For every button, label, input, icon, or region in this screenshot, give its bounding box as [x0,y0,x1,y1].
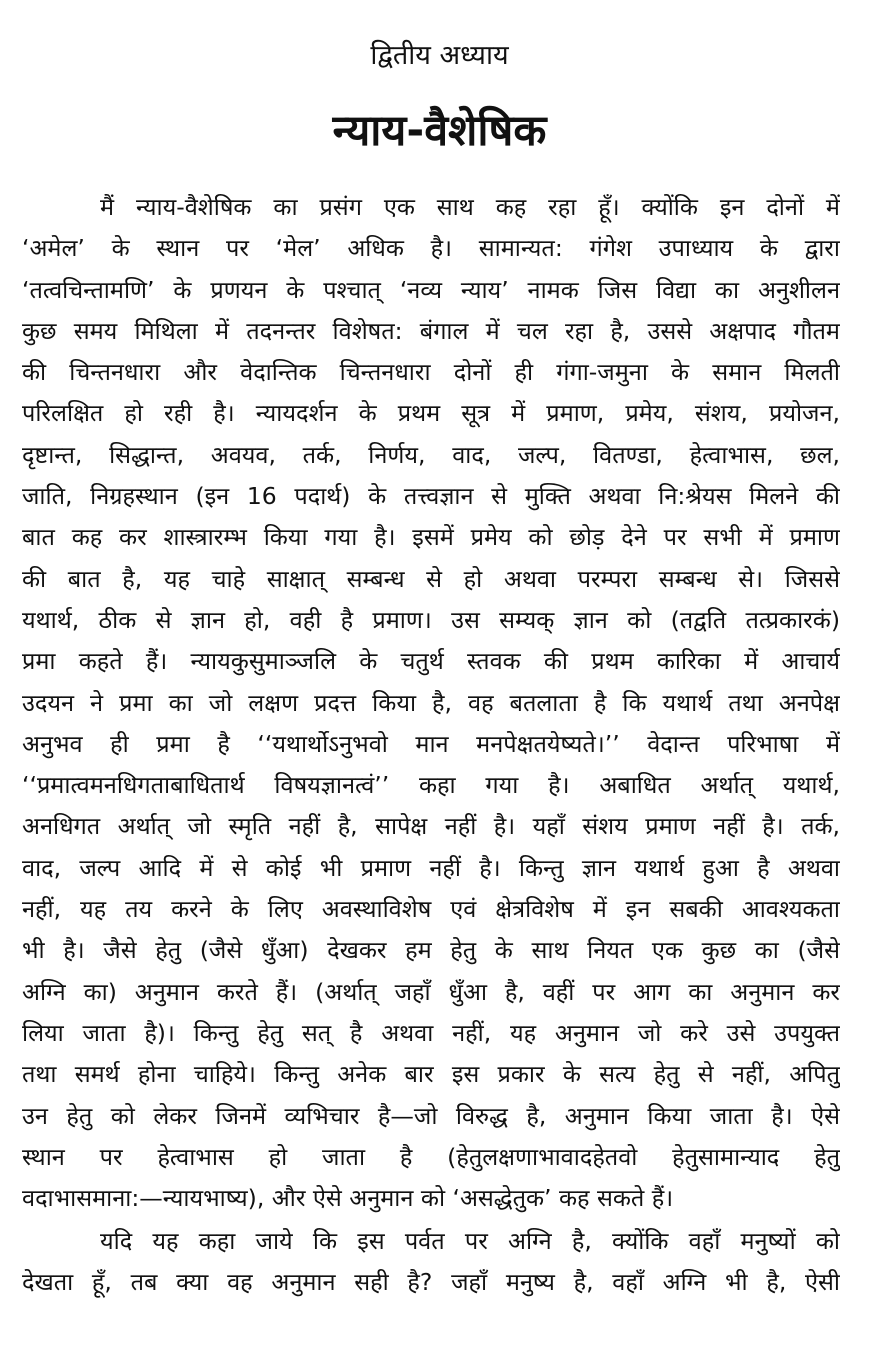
paragraph-line: कुछ समय मिथिला में तदनन्तर विशेषत: बंगाल में चल रहा है, उससे अक्षपाद गौतम [22,316,840,345]
paragraph-line: अनधिगत अर्थात्‌ जो स्मृति नहीं है, सापेक्ष नहीं है। यहाँ संशय प्रमाण नहीं है। तर्क, [22,812,840,841]
paragraph-line: ‘अमेल’ के स्थान पर ‘मेल’ अधिक है। सामान्यत: गंगेश उपाध्याय के द्वारा [22,234,840,263]
paragraph-line: तथा समर्थ होना चाहिये। किन्तु अनेक बार इस प्रकार के सत्य हेतु से नहीं, अपितु [22,1060,840,1089]
paragraph-line: बात कह कर शास्त्रारम्भ किया गया है। इसमें प्रमेय को छोड़ देने पर सभी में प्रमाण [22,523,840,552]
paragraph-line: यदि यह कहा जाये कि इस पर्वत पर अग्नि है, क्योंकि वहाँ मनुष्यों को [100,1227,840,1255]
paragraph-line: जाति, निग्रहस्थान (इन 16 पदार्थ) के तत्त्वज्ञान से मुक्ति अथवा नि:श्रेयस मिलने की [22,482,840,511]
paragraph-1 [22,187,840,1219]
paragraph-line: देखता हूँ, तब क्या वह अनुमान सही है? जहाँ मनुष्य है, वहाँ अग्नि भी है, ऐसी [22,1268,840,1297]
paragraph-line: वाद, जल्प आदि में से कोई भी प्रमाण नहीं है। किन्तु ज्ञान यथार्थ हुआ है अथवा [22,853,840,882]
paragraph-line: उदयन ने प्रमा का जो लक्षण प्रदत्त किया है, वह बतलाता है कि यथार्थ तथा अनपेक्ष [22,688,840,717]
paragraph-2 [22,1221,840,1304]
paragraph-line: प्रमा कहते हैं। न्यायकुसुमाञ्जलि के चतुर्थ स्तवक की प्रथम कारिका में आचार्य [22,647,840,676]
paragraph-line: परिलक्षित हो रही है। न्यायदर्शन के प्रथम सूत्र में प्रमाण, प्रमेय, संशय, प्रयोजन, [22,399,840,428]
paragraph-line: दृष्टान्त, सिद्धान्त, अवयव, तर्क, निर्णय, वाद, जल्प, वितण्डा, हेत्वाभास, छल, [22,440,840,469]
paragraph-line: की बात है, यह चाहे साक्षात्‌ सम्बन्ध से हो अथवा परम्परा सम्बन्ध से। जिससे [22,564,840,593]
paragraph-line: भी है। जैसे हेतु (जैसे धुँआ) देखकर हम हेतु के साथ नियत एक कुछ का (जैसे [22,936,840,965]
paragraph-line: की चिन्तनधारा और वेदान्तिक चिन्तनधारा दोनों ही गंगा-जमुना के समान मिलती [22,358,840,387]
paragraph-line: अग्नि का) अनुमान करते हैं। (अर्थात्‌ जहाँ धुँआ है, वहीं पर आग का अनुमान कर [22,977,840,1006]
paragraph-line: स्थान पर हेत्वाभास हो जाता है (हेतुलक्षणाभावादहेतवो हेतुसामान्याद हेतु [22,1142,840,1171]
paragraph-line: लिया जाता है)। किन्तु हेतु सत्‌ है अथवा नहीं, यह अनुमान जो करे उसे उपयुक्त [22,1018,840,1047]
paragraph-line: वदाभासमाना:—न्यायभाष्य), और ऐसे अनुमान को ‘असद्धेतुक’ कह सकते हैं। [22,1184,674,1213]
paragraph-line: नहीं, यह तय करने के लिए अवस्थाविशेष एवं क्षेत्रविशेष में इन सबकी आवश्यकता [22,895,840,924]
paragraph-line: उन हेतु को लेकर जिनमें व्यभिचार है—जो विरुद्ध है, अनुमान किया जाता है। ऐसे [22,1101,840,1130]
paragraph-line: ‘तत्वचिन्तामणि’ के प्रणयन के पश्चात्‌ ‘नव्य न्याय’ नामक जिस विद्या का अनुशीलन [22,275,840,304]
paragraph-line: यथार्थ, ठीक से ज्ञान हो, वही है प्रमाण। उस सम्यक्‌ ज्ञान को (तद्वति तत्प्रकारकं) [22,605,840,634]
paragraph-line: अनुभव ही प्रमा है ‘‘यथार्थोऽनुभवो मान मनपेक्षतयेष्यते।’’ वेदान्त परिभाषा में [22,729,840,758]
paragraph-line: ‘‘प्रमात्वमनधिगताबाधितार्थ विषयज्ञानत्वं’’ कहा गया है। अबाधित अर्थात्‌ यथार्थ, [22,771,840,800]
chapter-label: द्वितीय अध्याय [370,40,509,71]
paragraph-line: मैं न्याय-वैशेषिक का प्रसंग एक साथ कह रहा हूँ। क्योंकि इन दोनों में [100,193,840,221]
chapter-title: न्याय-वैशेषिक [332,106,547,156]
